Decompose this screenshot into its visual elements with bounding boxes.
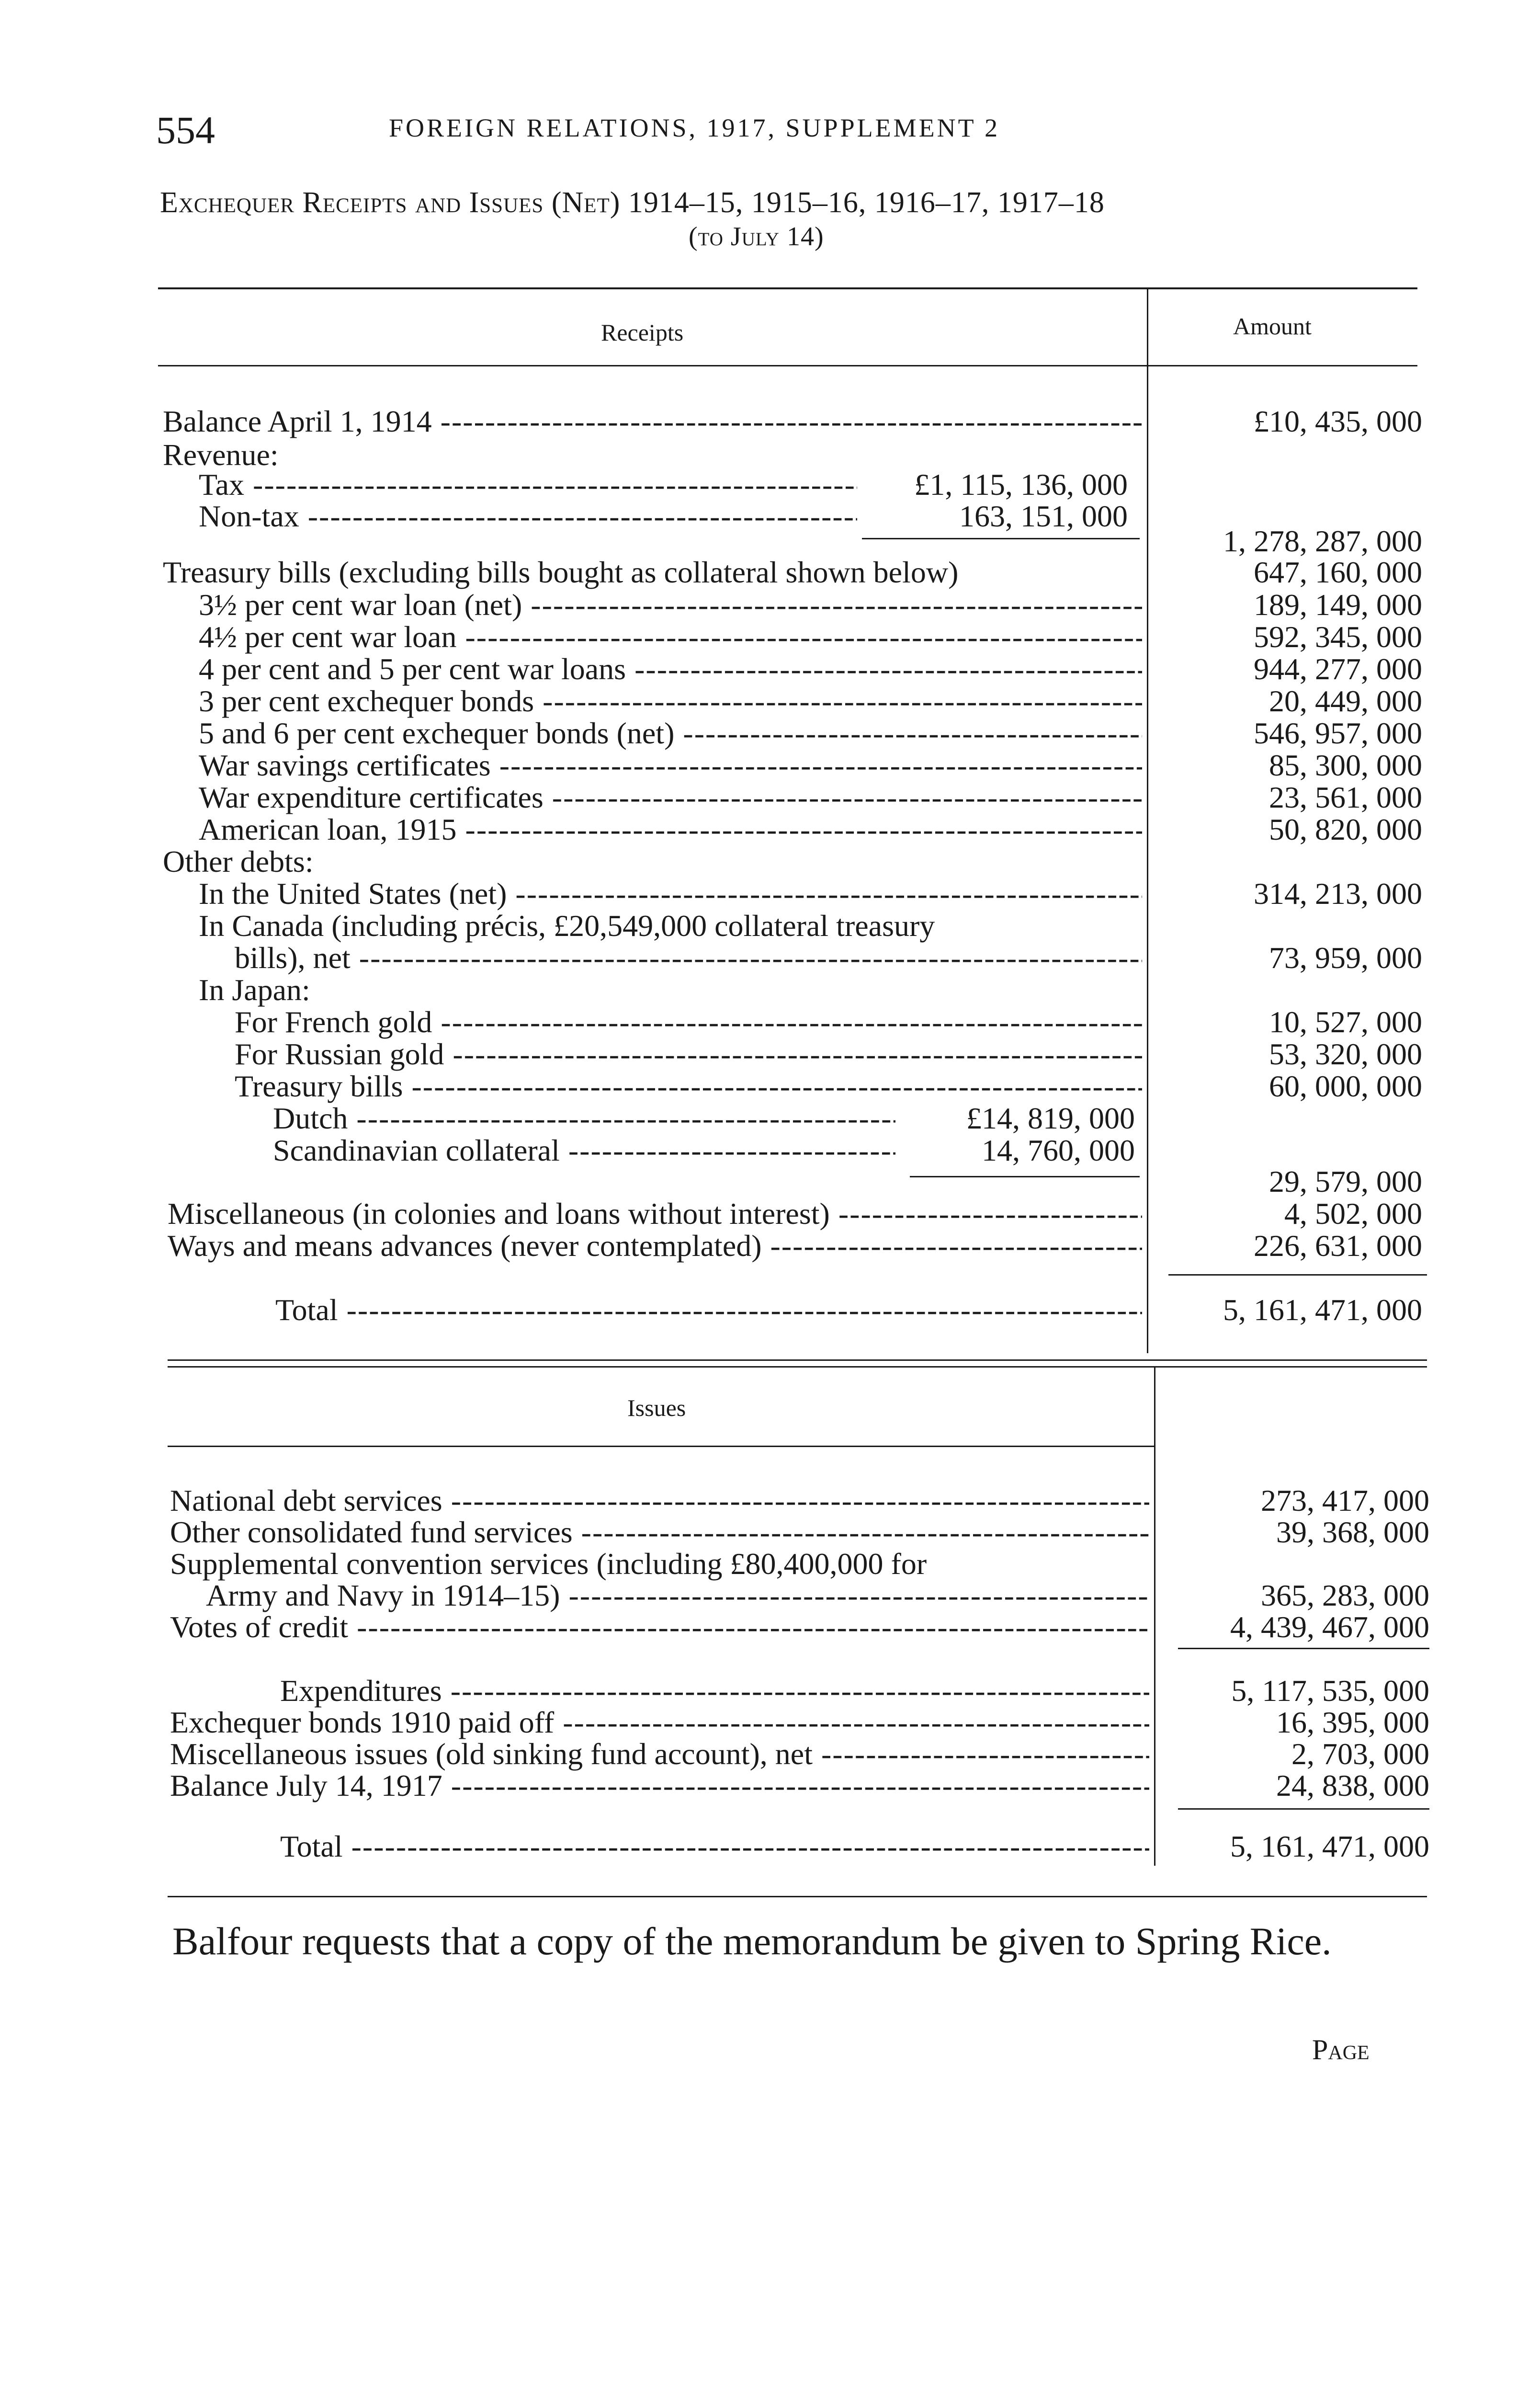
table-row — [0, 684, 1540, 718]
row-label: Other consolidated fund services ----- — [170, 1516, 1149, 1549]
issues-header-rule — [168, 1446, 1154, 1447]
table-row — [0, 405, 1540, 438]
row-label: In Canada (including précis, £20,549,000 collateral treasury — [199, 909, 935, 943]
row-amount: 53, 320, 000 — [1269, 1037, 1422, 1071]
row-label: For Russian gold ----- — [235, 1038, 1142, 1071]
row-label: War expenditure certificates ----- — [199, 781, 1142, 814]
table-row — [0, 1005, 1540, 1039]
section-double-rule-top — [168, 1359, 1427, 1361]
row-label: For French gold ----- — [235, 1005, 1142, 1039]
row-amount: 20, 449, 000 — [1269, 684, 1422, 718]
row-label: Balance April 1, 1914 ----- — [163, 405, 1142, 438]
table-row — [0, 1547, 1540, 1581]
table-row — [0, 813, 1540, 846]
table-row — [0, 941, 1540, 975]
table-row — [0, 652, 1540, 686]
table-row — [0, 1674, 1540, 1708]
table-row — [0, 525, 1540, 558]
row-amount: 85, 300, 000 — [1269, 748, 1422, 782]
row-label: 4 per cent and 5 per cent war loans ----- — [199, 652, 1142, 686]
row-subamount: £14, 819, 000 — [966, 1101, 1135, 1135]
row-label: Treasury bills (excluding bills bought as collateral shown below) — [163, 556, 959, 589]
row-subamount: 163, 151, 000 — [959, 499, 1128, 533]
table-row — [0, 749, 1540, 782]
row-amount: 365, 283, 000 — [1261, 1578, 1429, 1612]
row-label: Non-tax ----- — [199, 500, 857, 533]
row-label: American loan, 1915 ----- — [199, 813, 1142, 846]
row-label: Miscellaneous issues (old sinking fund account), net ----- — [170, 1737, 1149, 1771]
row-amount: 29, 579, 000 — [1269, 1164, 1422, 1198]
row-label: 5 and 6 per cent exchequer bonds (net) ----- — [199, 717, 1142, 750]
table-row — [0, 1197, 1540, 1231]
table-row — [0, 1484, 1540, 1517]
row-label: Miscellaneous (in colonies and loans without interest) ----- — [168, 1197, 1142, 1231]
row-label: Treasury bills ----- — [235, 1070, 1142, 1103]
table-row — [0, 1229, 1540, 1263]
row-subamount: £1, 115, 136, 000 — [914, 468, 1128, 502]
row-amount: 24, 838, 000 — [1276, 1768, 1429, 1802]
table-row — [0, 1293, 1540, 1327]
row-amount: 592, 345, 000 — [1254, 620, 1422, 654]
row-label: Dutch ----- — [273, 1102, 895, 1135]
table-row — [0, 781, 1540, 814]
row-label: Scandinavian collateral ----- — [273, 1134, 895, 1167]
table-row — [0, 717, 1540, 750]
row-amount: 226, 631, 000 — [1254, 1229, 1422, 1263]
row-amount: 50, 820, 000 — [1269, 812, 1422, 846]
table-row — [0, 438, 1540, 472]
amount-heading: Amount — [1233, 313, 1312, 340]
table-row — [0, 1830, 1540, 1863]
table-row — [0, 1102, 1540, 1135]
table-row — [0, 1610, 1540, 1644]
row-amount: 10, 527, 000 — [1269, 1005, 1422, 1039]
receipts-header-rule — [158, 365, 1417, 366]
row-amount: 73, 959, 000 — [1269, 941, 1422, 975]
row-label: bills), net ----- — [235, 941, 1142, 975]
row-label: 4½ per cent war loan ----- — [199, 620, 1142, 654]
table-row — [0, 588, 1540, 622]
table-title: Exchequer Receipts and Issues (Net) 1914–15, 1915–16, 1916–17, 1917–18 — [160, 186, 1105, 219]
row-amount: 944, 277, 000 — [1254, 652, 1422, 686]
table-top-rule — [158, 287, 1417, 289]
row-amount: 189, 149, 000 — [1254, 588, 1422, 622]
total-amount: 5, 161, 471, 000 — [1230, 1829, 1429, 1863]
table-row — [0, 1579, 1540, 1612]
table-row — [0, 1769, 1540, 1802]
table-row — [0, 1516, 1540, 1549]
row-amount: 23, 561, 000 — [1269, 780, 1422, 814]
row-amount: £10, 435, 000 — [1254, 404, 1422, 438]
row-amount: 60, 000, 000 — [1269, 1069, 1422, 1103]
next-section-heading: Page — [1312, 2034, 1370, 2065]
table-row — [0, 1134, 1540, 1167]
row-label: Votes of credit ----- — [170, 1610, 1149, 1644]
row-label: Exchequer bonds 1910 paid off ----- — [170, 1706, 1149, 1739]
table-row — [0, 1070, 1540, 1103]
table-row — [0, 556, 1540, 589]
row-label: War savings certificates ----- — [199, 749, 1142, 782]
row-amount: 647, 160, 000 — [1254, 555, 1422, 589]
row-label: Other debts: — [163, 845, 314, 878]
table-row — [0, 845, 1540, 878]
row-label: Balance July 14, 1917 ----- — [170, 1769, 1149, 1802]
row-label: Army and Navy in 1914–15) ----- — [206, 1579, 1149, 1612]
table-row — [0, 1706, 1540, 1739]
row-amount: 2, 703, 000 — [1291, 1737, 1429, 1771]
total-rule — [1168, 1274, 1427, 1276]
row-label: Ways and means advances (never contemplated) ----- — [168, 1229, 1142, 1263]
table-row — [0, 877, 1540, 911]
table-row — [0, 1737, 1540, 1771]
total-label: Total ----- — [280, 1830, 1149, 1863]
table-row — [0, 468, 1540, 502]
row-label: Expenditures ----- — [280, 1674, 1149, 1708]
closing-paragraph: Balfour requests that a copy of the memorandum be given to Spring Rice. — [172, 1919, 1332, 1963]
row-amount: 1, 278, 287, 000 — [1223, 524, 1422, 558]
row-amount: 546, 957, 000 — [1254, 716, 1422, 750]
table-row — [0, 1165, 1540, 1198]
table-row — [0, 620, 1540, 654]
table-row — [0, 1038, 1540, 1071]
row-label: National debt services ----- — [170, 1484, 1149, 1517]
row-label: 3 per cent exchequer bonds ----- — [199, 684, 1142, 718]
row-label: In Japan: — [199, 973, 310, 1007]
total-label: Total ----- — [275, 1293, 1142, 1327]
row-amount: 16, 395, 000 — [1276, 1705, 1429, 1739]
row-amount: 39, 368, 000 — [1276, 1515, 1429, 1549]
total-rule — [1178, 1808, 1429, 1810]
total-amount: 5, 161, 471, 000 — [1223, 1293, 1422, 1327]
receipts-heading: Receipts — [601, 319, 684, 346]
page-number: 554 — [156, 108, 215, 152]
row-amount: 4, 502, 000 — [1284, 1197, 1422, 1231]
row-amount: 5, 117, 535, 000 — [1231, 1674, 1429, 1708]
running-title: FOREIGN RELATIONS, 1917, SUPPLEMENT 2 — [389, 114, 1000, 142]
row-label: Tax ----- — [199, 468, 857, 502]
row-label: Revenue: — [163, 438, 279, 472]
issues-heading: Issues — [627, 1394, 686, 1421]
row-amount: 4, 439, 467, 000 — [1230, 1610, 1429, 1644]
row-label: 3½ per cent war loan (net) ----- — [199, 588, 1142, 622]
table-row — [0, 909, 1540, 943]
row-label: Supplemental convention services (including £80,400,000 for — [170, 1547, 927, 1581]
subtotal-rule — [1178, 1648, 1429, 1649]
table-row — [0, 973, 1540, 1007]
row-amount: 273, 417, 000 — [1261, 1483, 1429, 1517]
row-subamount: 14, 760, 000 — [982, 1133, 1135, 1167]
section-double-rule-bottom — [168, 1366, 1427, 1368]
row-label: In the United States (net) ----- — [199, 877, 1142, 911]
row-amount: 314, 213, 000 — [1254, 877, 1422, 911]
table-bottom-rule — [168, 1896, 1427, 1897]
table-subtitle: (to July 14) — [689, 222, 824, 251]
